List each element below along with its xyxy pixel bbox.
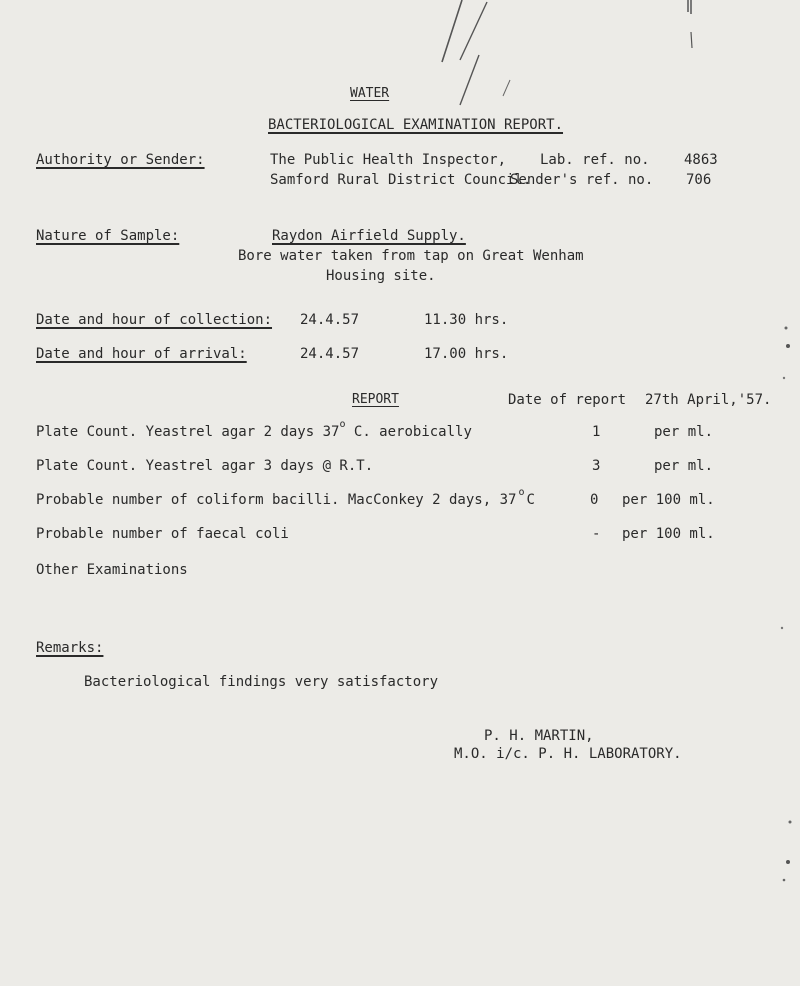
report-date-label: Date of report (508, 392, 627, 408)
result-unit-2: per ml. (654, 458, 714, 474)
arrival-time: 17.00 hrs. (424, 346, 509, 362)
sample-line-3: Housing site. (326, 268, 436, 284)
pencil-stroke-marks (400, 0, 520, 110)
test-description: Plate Count. Yeastrel agar 3 days @ R.T. (36, 458, 374, 474)
authority-label: Authority or Sender: (36, 152, 205, 168)
test-description: Probable number of coliform bacilli. MacConkey 2 days, 37 (36, 492, 517, 508)
test-suffix: C. aerobically (345, 424, 472, 440)
results-row-4 (36, 526, 289, 542)
authority-line-1: The Public Health Inspector, (270, 152, 507, 168)
lab-ref-value: 4863 (684, 152, 718, 168)
result-unit-4: per 100 ml. (622, 526, 715, 542)
result-value-1: 1 (592, 424, 601, 440)
signature-name: P. H. MARTIN, (484, 728, 594, 744)
test-description: Plate Count. Yeastrel agar 2 days 37 (36, 424, 340, 440)
result-value-4: - (592, 526, 601, 542)
lab-ref-label: Lab. ref. no. (540, 152, 650, 168)
sample-label: Nature of Sample: (36, 228, 180, 244)
arrival-date: 24.4.57 (300, 346, 360, 362)
signature-title: M.O. i/c. P. H. LABORATORY. (454, 746, 682, 762)
degree-symbol: o (339, 419, 346, 430)
sample-line-2: Bore water taken from tap on Great Wenham (238, 248, 584, 264)
test-suffix: C (526, 492, 535, 508)
result-value-2: 3 (592, 458, 601, 474)
result-unit-3: per 100 ml. (622, 492, 715, 508)
report-title: BACTERIOLOGICAL EXAMINATION REPORT. (268, 117, 564, 133)
result-unit-1: per ml. (654, 424, 714, 440)
remarks-text: Bacteriological findings very satisfactory (84, 674, 439, 690)
arrival-label: Date and hour of arrival: (36, 346, 247, 362)
results-row-1 (36, 419, 472, 440)
margin-tick-marks (686, 0, 696, 50)
authority-line-2: Samford Rural District Council. (270, 172, 532, 188)
sender-ref-value: 706 (686, 172, 712, 188)
collection-time: 11.30 hrs. (424, 312, 509, 328)
degree-symbol: o (518, 487, 525, 498)
report-heading: REPORT (352, 392, 399, 407)
margin-specks (766, 310, 796, 910)
results-row-2 (36, 458, 373, 474)
collection-date: 24.4.57 (300, 312, 360, 328)
collection-label: Date and hour of collection: (36, 312, 273, 328)
report-date-value: 27th April,'57. (645, 392, 772, 408)
result-value-3: 0 (590, 492, 599, 508)
sender-ref-label: Sender's ref. no. (510, 172, 654, 188)
other-examinations: Other Examinations (36, 562, 188, 578)
sample-line-1: Raydon Airfield Supply. (272, 228, 466, 244)
remarks-label: Remarks: (36, 640, 104, 656)
test-description: Probable number of faecal coli (36, 526, 289, 542)
results-row-3 (36, 487, 535, 508)
document-title: WATER (350, 86, 390, 101)
